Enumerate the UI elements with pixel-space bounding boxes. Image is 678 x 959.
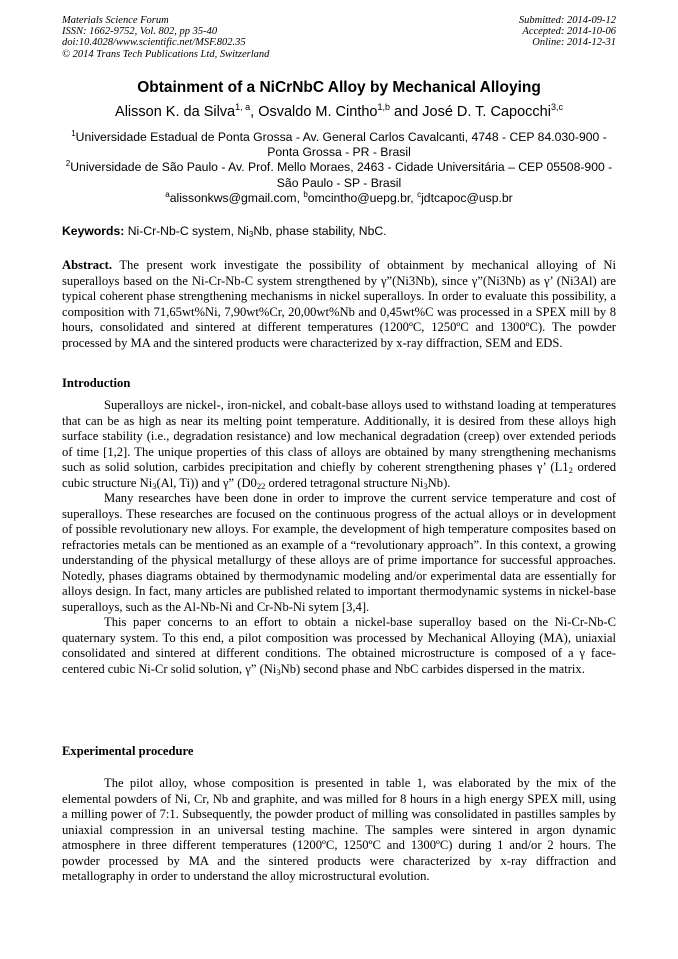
affiliation-number: 2 bbox=[65, 159, 71, 169]
subscript: 3 bbox=[276, 666, 281, 677]
author-separator: , bbox=[250, 104, 259, 120]
subscript: 22 bbox=[256, 480, 266, 491]
author-name: José D. T. Capocchi bbox=[422, 104, 551, 120]
email-key: a bbox=[165, 189, 170, 199]
email-link[interactable]: jdtcapoc@usp.br bbox=[421, 190, 513, 205]
affiliations bbox=[62, 130, 616, 206]
paragraph-text: ordered tetragonal structure Ni bbox=[265, 475, 424, 490]
affiliation-number: 1 bbox=[71, 129, 76, 138]
journal-issn: ISSN: 1662-9752, Vol. 802, pp 35-40 bbox=[62, 26, 218, 38]
submitted-date: Submitted: 2014-09-12 bbox=[518, 15, 616, 26]
abstract bbox=[62, 258, 616, 351]
email-link[interactable]: alissonkws@gmail.com bbox=[169, 190, 297, 205]
keywords-text: Ni-Cr-Nb-C system, Ni bbox=[124, 224, 249, 238]
affiliation-2 bbox=[62, 160, 616, 190]
author-list bbox=[0, 104, 678, 120]
experimental-body bbox=[62, 776, 616, 885]
online-date: Online: 2014-12-31 bbox=[532, 37, 616, 49]
abstract-paragraph bbox=[62, 258, 616, 351]
journal-info bbox=[62, 15, 269, 60]
author-name: Alisson K. da Silva bbox=[115, 104, 236, 120]
intro-paragraph-2: Many researches have been done in order to improve the current service temperature and cost of superalloys. These researches are focused on the continuous progress of the actual alloys or in development of possible revolutionary new alloys. For example, the development of high temperature composites based on refractories metals can be mentioned as an example of a “revolutionary approach”. In this context, a growing understanding of the physical metallurgy of these alloys are of prime importance for successful approaches. Notedly, phases diagrams obtained by thermodynamic modeling and/or experimental data are essentially for alloys design. In fact, many articles are published related to important thermodynamic systems in nickel-base superalloys, such as the Al-Nb-Ni and Cr-Nb-Ni sytem [3,4]. bbox=[62, 491, 616, 614]
journal-copyright: © 2014 Trans Tech Publications Ltd, Switzerland bbox=[62, 48, 270, 60]
keywords-label: Keywords: bbox=[62, 224, 125, 238]
subscript: 3 bbox=[152, 480, 157, 491]
email-separator: , bbox=[296, 190, 304, 205]
journal-doi: doi:10.4028/www.scientific.net/MSF.802.35 bbox=[62, 37, 246, 49]
author-affil-mark: 3,c bbox=[550, 102, 563, 112]
intro-paragraph-3 bbox=[62, 615, 616, 677]
affiliation-text: Universidade Estadual de Ponta Grossa - Av. General Carlos Cavalcanti, 4748 - CEP 84.030-900 - Ponta Grossa - PR - Brasil bbox=[75, 130, 607, 160]
subscript: 3 bbox=[423, 480, 428, 491]
section-heading-introduction: Introduction bbox=[62, 376, 131, 390]
author-affil-mark: 1, a bbox=[235, 102, 251, 112]
paragraph-text: (Al, Ti)) and γ” (D0 bbox=[156, 475, 257, 490]
author-separator: and bbox=[390, 104, 423, 120]
abstract-text: The present work investigate the possibility of obtainment by mechanical alloying of Ni superalloys based on the Ni-Cr-Nb-C system strengthened by γ”(Ni3Nb), since γ”(Ni3Nb) as γ’ (Ni3Al) are typical coherent phase strengthening mechanisms in nickel superalloys. In order to evaluate this possibility, a composition with 71,65wt%Ni, 7,90wt%Cr, 20,00wt%Nb and 0,45wt%C was processed in a SPEX mill by 8 hours, consolidated and sintered at different temperatures (1200ºC, 1250ºC and 1300ºC). The powder processed by MA and the sintered products were characterized by x-ray diffraction, SEM and EDS. bbox=[62, 258, 616, 350]
paper-title: Obtainment of a NiCrNbC Alloy by Mechanical Alloying bbox=[137, 79, 541, 96]
paragraph-text: This paper concerns to an effort to obtain a nickel-base superalloy based on the Ni-Cr-Nb-C quaternary system. To this end, a pilot composition was processed by Mechanical Alloying (MA), uniaxial consolidated and sintered at different conditions. The obtained microstructure is composed of a γ face-centered cubic Ni-Cr solid solution, γ” (Ni bbox=[62, 615, 616, 676]
author-affil-mark: 1,b bbox=[377, 102, 390, 112]
paragraph-text: Nb) second phase and NbC carbides dispersed in the matrix. bbox=[280, 661, 585, 676]
email-key: c bbox=[417, 189, 422, 199]
paragraph-text: Nb). bbox=[427, 475, 451, 490]
keywords bbox=[62, 224, 616, 239]
intro-paragraph-1 bbox=[62, 398, 616, 491]
email-link[interactable]: omcintho@uepg.br bbox=[307, 190, 411, 205]
subscript: 2 bbox=[568, 465, 573, 475]
submission-dates bbox=[519, 15, 616, 49]
keywords-text: Nb, phase stability, NbC. bbox=[253, 224, 387, 238]
affiliation-text: Universidade de São Paulo - Av. Prof. Mello Moraes, 2463 - Cidade Universitária – CEP 05508-900 - São Paulo - SP - Brasil bbox=[70, 160, 613, 190]
journal-name: Materials Science Forum bbox=[62, 15, 169, 26]
email-key: b bbox=[303, 189, 308, 199]
section-heading-experimental: Experimental procedure bbox=[62, 744, 194, 758]
email-separator: , bbox=[410, 190, 418, 205]
accepted-date: Accepted: 2014-10-06 bbox=[522, 26, 616, 38]
introduction-body bbox=[62, 398, 616, 677]
abstract-label: Abstract. bbox=[62, 258, 113, 272]
subscript: 3 bbox=[248, 230, 254, 239]
author-emails bbox=[62, 191, 616, 206]
affiliation-1 bbox=[62, 130, 616, 160]
paragraph-text: ordered cubic structure Ni bbox=[62, 460, 617, 490]
author-name: Osvaldo M. Cintho bbox=[258, 104, 378, 120]
experimental-paragraph-1: The pilot alloy, whose composition is presented in table 1, was elaborated by the mix of the elemental powders of Ni, Cr, Nb and graphite, and was milled for 8 hours in a high energy SPEX mill, using a milling power of 7:1. Subsequently, the powder product of milling was consolidated in pastilles samples by uniaxial compression in an universal testing machine. The samples were sintered in argon dynamic atmosphere in three different temperatures (1200ºC, 1250ºC and 1300ºC) during 1 and/or 2 hours. The powder processed by MA and the sintered products were characterized by x-ray diffraction and metallography in order to understand the alloy microstructural evolution. bbox=[62, 776, 616, 883]
paragraph-text: Superalloys are nickel-, iron-nickel, and cobalt-base alloys used to withstand loading at temperatures that can be as high as near its melting point temperature. Additionally, it is desired from these alloys high surface stability (i.e., degradation resistance) and low mechanical degradation (creep) over extended periods of time [1,2]. The unique properties of this class of alloys are obtained by many strengthening mechanisms such as solid solution, carbides precipitation and chiefly by coherent strengthening phases γ’ (L1 bbox=[62, 398, 616, 474]
